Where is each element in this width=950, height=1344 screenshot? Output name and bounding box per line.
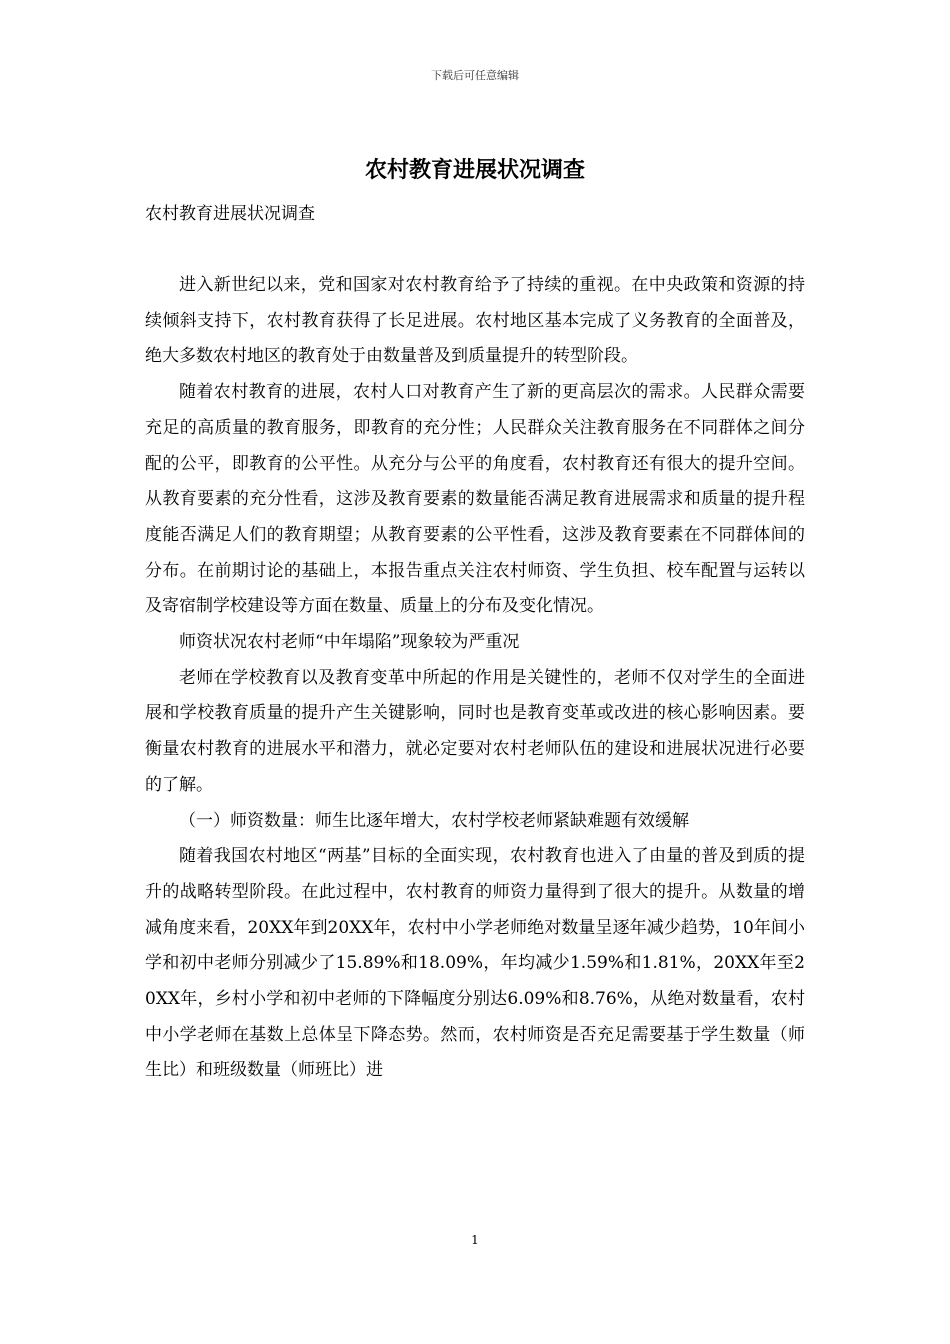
paragraph-intro: 进入新世纪以来，党和国家对农村教育给予了持续的重视。在中央政策和资源的持续倾斜支持下，农村教育获得了长足进展。农村地区基本完成了义务教育的全面普及，绝大多数农村地区的教育处于由数量普及到质量提升的转型阶段。 bbox=[145, 275, 805, 367]
paragraph-demand: 随着农村教育的进展，农村人口对教育产生了新的更高层次的需求。人民群众需要充足的高质量的教育服务，即教育的充分性；人民群众关注教育服务在不同群体之间分配的公平，即教育的公平性。从充分与公平的角度看，农村教育还有很大的提升空间。从教育要素的充分性看，这涉及教育要素的数量能否满足教育进展需求和质量的提升程度能否满足人们的教育期望；从教育要素的公平性看，这涉及教育要素在不同群体间的分布。在前期讨论的基础上，本报告重点关注农村师资、学生负担、校车配置与运转以及寄宿制学校建设等方面在数量、质量上的分布及变化情况。 bbox=[145, 382, 805, 617]
subsection-heading-teacher-quantity: （一）师资数量：师生比逐年增大，农村学校老师紧缺难题有效缓解 bbox=[179, 810, 689, 831]
paragraph-teacher-role: 老师在学校教育以及教育变革中所起的作用是关键性的，老师不仅对学生的全面进展和学校教育质量的提升产生关键影响，同时也是教育变革或改进的核心影响因素。要衡量农村教育的进展水平和潜力，就必定要对农村老师队伍的建设和进展状况进行必要的了解。 bbox=[145, 667, 805, 795]
document-body bbox=[145, 268, 805, 1089]
page-header-note: 下载后可任意编辑 bbox=[431, 69, 519, 82]
section-heading-teachers: 师资状况农村老师“中年塌陷”现象较为严重况 bbox=[179, 632, 520, 653]
page-number: 1 bbox=[471, 1233, 479, 1247]
document-title: 农村教育进展状况调查 bbox=[364, 157, 585, 183]
paragraph-teacher-quantity: 随着我国农村地区“两基”目标的全面实现，农村教育也进入了由量的普及到质的提升的战略转型阶段。在此过程中，农村教育的师资力量得到了很大的提升。从数量的增减角度来看，20XX年到20XX年，农村中小学老师绝对数量呈逐年减少趋势，10年间小学和初中老师分别减少了15.89%和18.09%，年均减少1.59%和1.81%，20XX年至20XX年，乡村小学和初中老师的下降幅度分别达6.09%和8.76%，从绝对数量看，农村中小学老师在基数上总体呈下降态势。然而，农村师资是否充足需要基于学生数量（师生比）和班级数量（师班比）进 bbox=[145, 846, 805, 1081]
document-subtitle: 农村教育进展状况调查 bbox=[145, 204, 315, 224]
